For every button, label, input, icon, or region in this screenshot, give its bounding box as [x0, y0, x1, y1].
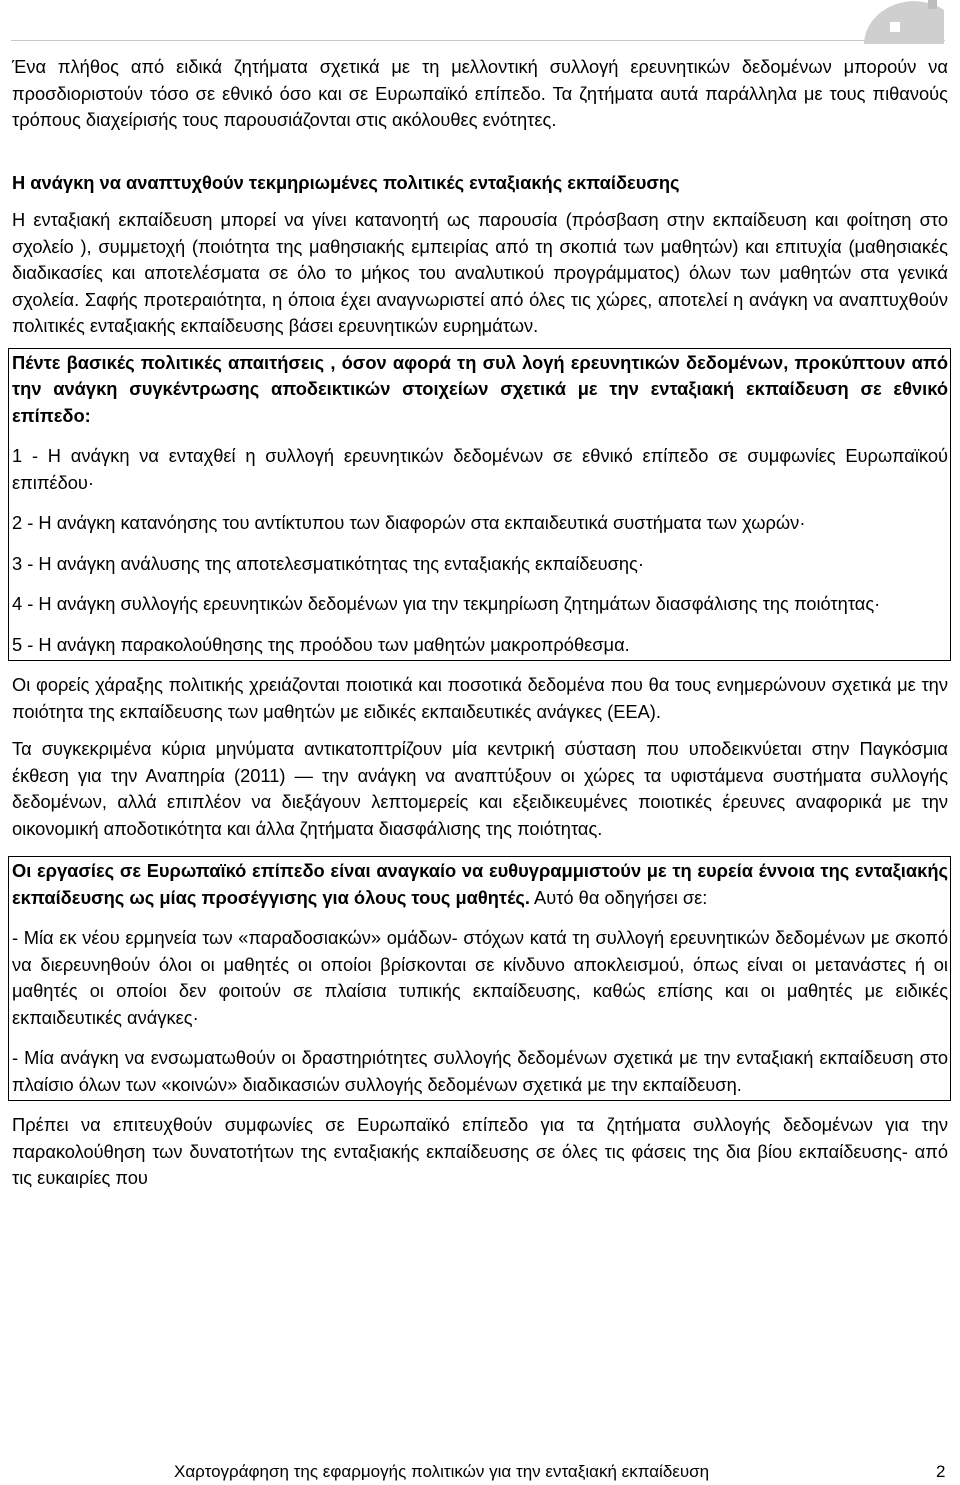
european-level-item: - Μία ανάγκη να ενσωματωθούν οι δραστηριότητες συλλογής δεδομένων σχετικά με την ενταξιακή εκπαίδευση στο πλαίσιο όλων των «κοινών» διαδικασιών συλλογής δεδομένων σχετικά με την εκπαίδευση. [12, 1047, 948, 1095]
section-paragraph: Η ενταξιακή εκπαίδευση μπορεί να γίνει κατανοητή ως παρουσία (πρόσβαση στην εκπαίδευση και φοίτηση στο σχολείο ), συμμετοχή (ποιότητα της μαθησιακής εμπειρίας από τη σκοπιά των μαθητών) και επιτυχία (μαθησιακές διαδικασίες και αποτελέσματα σε όλο το μήκος του αναλυτικού προγράμματος) όλων των μαθητών στα γενικά σχολεία. Σαφής προτεραιότητα, η όποια έχει αναγνωριστεί από όλες τις χώρες, αποτελεί η ανάγκη να αναπτυχθούν πολιτικές ενταξιακής εκπαίδευσης βάσει ερευνητικών ευρημάτων. [12, 209, 948, 336]
intro-paragraph: Ένα πλήθος από ειδικά ζητήματα σχετικά με τη μελλοντική συλλογή ερευνητικών δεδομένων μπορούν να προσδιοριστούν τόσο σε εθνικό όσο και σε Ευρωπαϊκό επίπεδο. Τα ζητήματα αυτά παράλληλα με τους πιθανούς τρόπους διαχείρισής τους παρουσιάζονται στις ακόλουθες ενότητες. [12, 56, 948, 130]
policy-requirements-box [8, 348, 951, 662]
section-heading: Η ανάγκη να αναπτυχθούν τεκμηριωμένες πολιτικές ενταξιακής εκπαίδευσης [12, 171, 680, 193]
logo-mark [860, 0, 960, 44]
requirement-item: 1 - Η ανάγκη να ενταχθεί η συλλογή ερευνητικών δεδομένων σε εθνικό επίπεδο σε συμφωνίες Ευρωπαϊκού επιπέδου· [12, 445, 948, 493]
european-level-heading-tail: Αυτό θα οδηγήσει σε: [529, 886, 708, 908]
page-body [12, 50, 948, 1192]
page-number: 2 [936, 1462, 946, 1481]
european-level-heading [12, 858, 948, 911]
requirement-item: 5 - Η ανάγκη παρακολούθησης της προόδου των μαθητών μακροπρόθεσμα. [12, 633, 630, 655]
european-level-heading-bold: Οι εργασίες σε Ευρωπαϊκό επίπεδο είναι αναγκαίο να ευθυγραμμιστούν με τη ευρεία έννοια της ενταξιακής εκπαίδευσης ως μίας προσέγγισης για όλους τους μαθητές. [12, 860, 948, 908]
requirement-item: 2 - Η ανάγκη κατανόησης του αντίκτυπου των διαφορών στα εκπαιδευτικά συστήματα των χωρών· [12, 512, 806, 533]
requirement-item: 3 - Η ανάγκη ανάλυσης της αποτελεσματικότητας της ενταξιακής εκπαίδευσης· [12, 552, 644, 574]
european-level-box [8, 856, 951, 1101]
requirement-item: 4 - Η ανάγκη συλλογής ερευνητικών δεδομένων για την τεκμηρίωση ζητημάτων διασφάλισης της ποιότητας· [12, 593, 881, 614]
world-report-paragraph: Τα συγκεκριμένα κύρια μηνύματα αντικατοπτρίζουν μία κεντρική σύσταση που υποδεικνύεται στην Παγκόσμια έκθεση για την Αναπηρία (2011) — την ανάγκη να αναπτύξουν οι χώρες τα υφιστάμενα συστήματα συλλογής δεδομένων, αλλά επιπλέον να διεξάγουν λεπτομερείς και εξειδικευμένες ποιοτικές έρευνες αναφορικά με την οικονομική αποδοτικότητα και άλλα ζητήματα διασφάλισης της ποιότητας. [12, 738, 948, 839]
header-rule [11, 40, 945, 41]
policy-requirements-heading: Πέντε βασικές πολιτικές απαιτήσεις , όσον αφορά τη συλ λογή ερευνητικών δεδομένων, προκύπτουν από την ανάγκη συγκέντρωσης αποδεικτικών στοιχείων σχετικά με την ενταξιακή εκπαίδευση σε εθνικό επίπεδο: [12, 351, 948, 426]
footer-title: Χαρτογράφηση της εφαρμογής πολιτικών για την ενταξιακή εκπαίδευση [174, 1462, 710, 1481]
closing-paragraph: Πρέπει να επιτευχθούν συμφωνίες σε Ευρωπαϊκό επίπεδο για τα ζητήματα συλλογής δεδομένων για την παρακολούθηση των δυνατοτήτων της ενταξιακής εκπαίδευσης σε όλες τις φάσεις της δια βίου εκπαίδευσης- από τις ευκαιρίες που [12, 1114, 948, 1188]
european-level-item: - Μία εκ νέου ερμηνεία των «παραδοσιακών» ομάδων- στόχων κατά τη συλλογή ερευνητικών δεδομένων με σκοπό να διερευνηθούν όλοι οι μαθητές οι οποίοι βρίσκονται σε κίνδυνο αποκλεισμού, όπως είναι οι μετανάστες ή οι μαθητές οι οποίοι δεν φοιτούν σε πλαίσια τυπικής εκπαίδευσης, καθώς επίσης και οι μαθητές με ειδικές εκπαιδευτικές ανάγκες· [12, 927, 948, 1028]
policy-makers-paragraph: Οι φορείς χάραξης πολιτικής χρειάζονται ποιοτικά και ποσοτικά δεδομένα που θα τους ενημερώνουν σχετικά με την ποιότητα της εκπαίδευσης των μαθητών με ειδικές εκπαιδευτικές ανάγκες (ΕΕΑ). [12, 674, 948, 722]
